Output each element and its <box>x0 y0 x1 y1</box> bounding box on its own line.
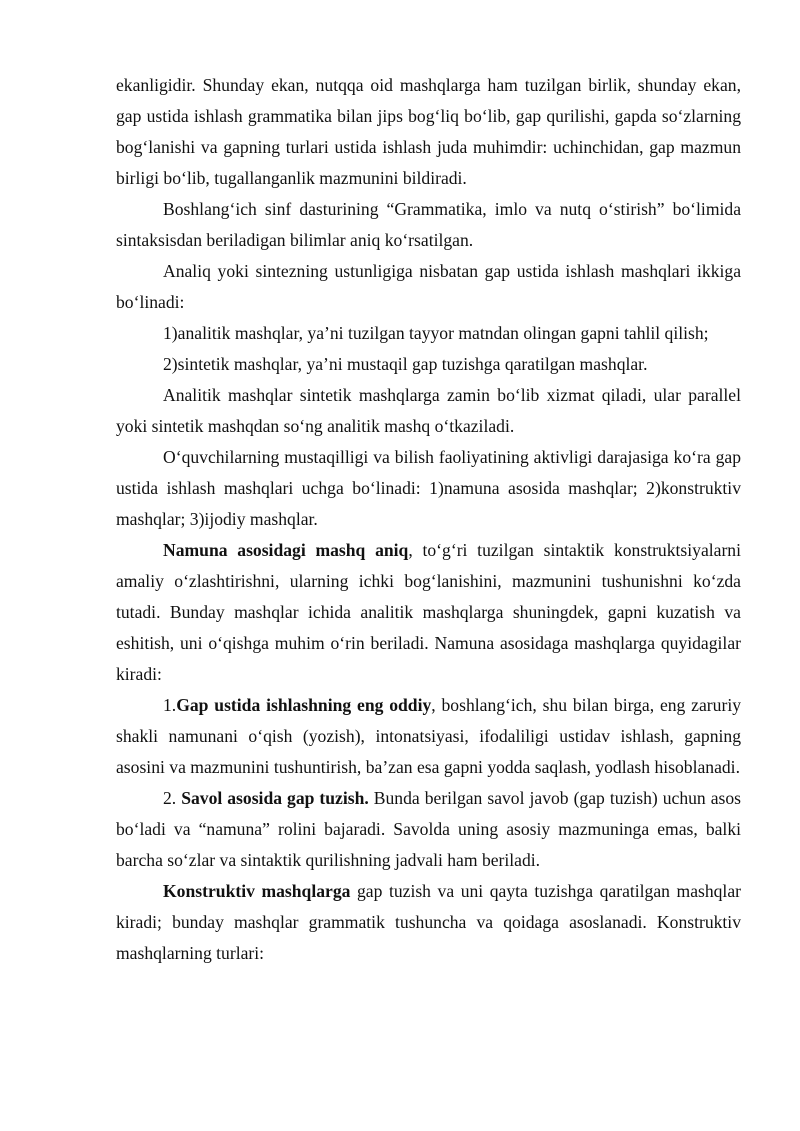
paragraph <box>116 690 741 783</box>
paragraph <box>116 70 741 194</box>
text-run: Analitik mashqlar sintetik mashqlarga zamin bo‘lib xizmat qiladi, ular parallel yoki sintetik mashqdan so‘ng analitik mashq o‘tkaziladi. <box>116 385 741 436</box>
paragraph <box>116 256 741 318</box>
text-run: O‘quvchilarning mustaqilligi va bilish faoliyatining aktivligi darajasiga ko‘ra gap ustida ishlash mashqlari uchga bo‘linadi: 1)namuna asosida mashqlar; 2)konstruktiv mashqlar; 3)ijodiy mashqlar. <box>116 447 741 529</box>
bold-term: Gap ustida ishlashning eng oddiy <box>176 695 432 715</box>
paragraph <box>116 349 741 380</box>
text-run: 2)sintetik mashqlar, ya’ni mustaqil gap tuzishga qaratilgan mashqlar. <box>163 354 648 374</box>
paragraph <box>116 442 741 535</box>
bold-term: Savol asosida gap tuzish. <box>181 788 369 808</box>
text-run: gap tuzish va uni qayta tuzishga qaratilgan mashqlar kiradi; bunday mashqlar grammatik tushuncha va qoidaga asoslanadi. Konstruktiv mashqlarning turlari: <box>116 881 741 963</box>
text-run: 1)analitik mashqlar, ya’ni tuzilgan tayyor matndan olingan gapni tahlil qilish; <box>163 323 709 343</box>
bold-term: Namuna asosidagi mashq aniq <box>163 540 409 560</box>
text-run: , boshlang‘ich, shu bilan birga, eng zaruriy shakli namunani o‘qish (yozish), intonatsiyasi, ifodaliligi ustidav ishlash, gapning asosini va mazmunini tushuntirish, ba’zan esa gapni yodda saqlash, yodlash hisoblanadi. <box>116 695 741 777</box>
text-run: 1. <box>163 695 177 715</box>
paragraph <box>116 783 741 876</box>
paragraph <box>116 380 741 442</box>
text-run: Analiq yoki sintezning ustunligiga nisbatan gap ustida ishlash mashqlari ikkiga bo‘linadi: <box>116 261 741 312</box>
bold-term: Konstruktiv mashqlarga <box>163 881 351 901</box>
text-run: Bunda berilgan savol javob (gap tuzish) uchun asos bo‘ladi va “namuna” rolini bajaradi. Savolda uning asosiy mazmuninga emas, balki barcha so‘zlar va sintaktik qurilishning jadvali ham beriladi. <box>116 788 742 870</box>
text-run: , to‘g‘ri tuzilgan sintaktik konstruktsiyalarni amaliy o‘zlashtirishni, ularning ichki bog‘lanishini, mazmunini tushunishni ko‘zda tutadi. Bunday mashqlar ichida analitik mashqlarga shuningdek, gapni kuzatish va eshitish, uni o‘qishga muhim o‘rin beriladi. Namuna asosidaga mashqlarga quyidagilar kiradi: <box>116 540 741 684</box>
text-run: Boshlang‘ich sinf dasturining “Grammatika, imlo va nutq o‘stirish” bo‘limida sintaksisdan beriladigan bilimlar aniq ko‘rsatilgan. <box>116 199 741 250</box>
text-run: 2. <box>163 788 182 808</box>
paragraph <box>116 318 741 349</box>
paragraph <box>116 876 741 969</box>
text-run: ekanligidir. Shunday ekan, nutqqa oid mashqlarga ham tuzilgan birlik, shunday ekan, gap ustida ishlash grammatika bilan jips bog‘liq bo‘lib, gap qurilishi, gapda so‘zlarning bog‘lanishi va gapning turlari ustida ishlash juda muhimdir: uchinchidan, gap mazmun birligi bo‘lib, tugallanganlik mazmunini bildiradi. <box>116 75 741 188</box>
paragraph <box>116 194 741 256</box>
document-page <box>116 70 741 969</box>
paragraph <box>116 535 741 690</box>
